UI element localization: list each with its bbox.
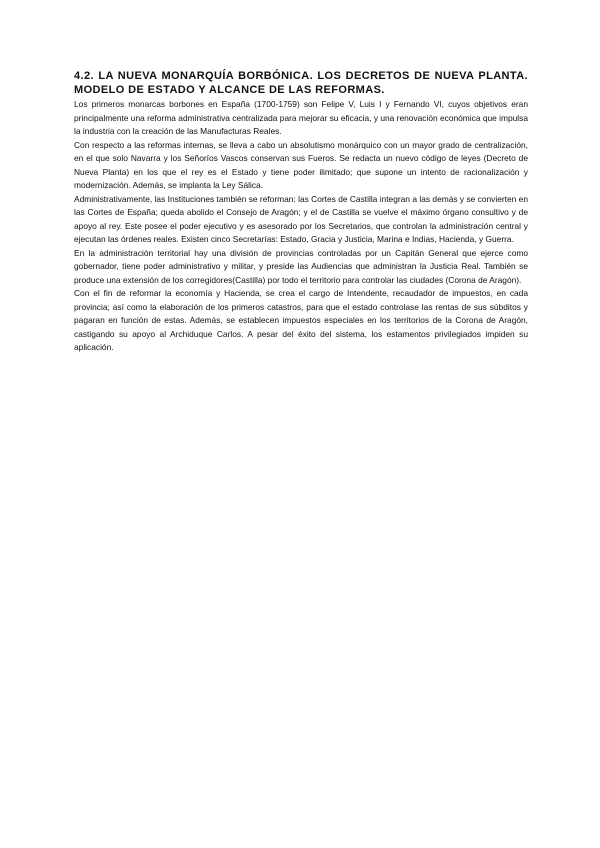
section-heading: 4.2. LA NUEVA MONARQUÍA BORBÓNICA. LOS DECRETOS DE NUEVA PLANTA. MODELO DE ESTADO Y ALCANCE DE LAS REFORMAS. [74, 70, 528, 96]
paragraph-monarcas: Los primeros monarcas borbones en España (1700-1759) son Felipe V, Luis I y Fernando VI, cuyos objetivos eran principalmente una reforma administrativa centralizada para mejorar su eficacia, y una renovación económica que impulsa la industria con la creación de las Manufacturas Reales. [74, 99, 528, 136]
paragraph-administracion-territorial: En la administración territorial hay una división de provincias controladas por un Capitán General que ejerce como gobernador, tiene poder administrativo y militar, y preside las Audiencias que administran la Justicia Real. También se produce una extensión de los corregidores(Castilla) por todo el territorio para controlar las ciudades (Corona de Aragón). [74, 247, 528, 285]
paragraph-reformas-internas: Con respecto a las reformas internas, se lleva a cabo un absolutismo monárquico con un mayor grado de centralización, en el que solo Navarra y los Señoríos Vascos conservan sus Fueros. Se redacta un nuevo código de leyes (Decreto de Nueva Planta) en los que el rey es el Estado y tiene poder ilimitado; que supone un intento de racionalización y modernización. Además, se implanta la Ley Sálica. [74, 139, 528, 190]
paragraph-instituciones: Administrativamente, las Instituciones también se reforman: las Cortes de Castilla integran a las demás y se convierten en las Cortes de España; queda abolido el Consejo de Aragón; y el de Castilla se vuelve el máximo órgano consultivo y de apoyo al rey. Este posee el poder ejecutivo y es asesorado por los Secretarios, que controlan la administración central y ejecutan las órdenes reales. Existen cinco Secretarías: Estado, Gracia y Justicia, Marina e Indias, Hacienda, y Guerra. [74, 193, 528, 244]
document-page [74, 69, 528, 355]
paragraph-economia-hacienda: Con el fin de reformar la economía y Hacienda, se crea el cargo de Intendente, recaudador de impuestos, en cada provincia; así como la elaboración de los primeros catastros, para que el estado controlase las rentas de sus súbditos y pagaran en función de estas. Además, se establecen impuestos especiales en los territorios de la Corona de Aragón, castigando su apoyo al Archiduque Carlos. A pesar del éxito del sistema, los estamentos privilegiados impiden su aplicación. [74, 288, 528, 352]
